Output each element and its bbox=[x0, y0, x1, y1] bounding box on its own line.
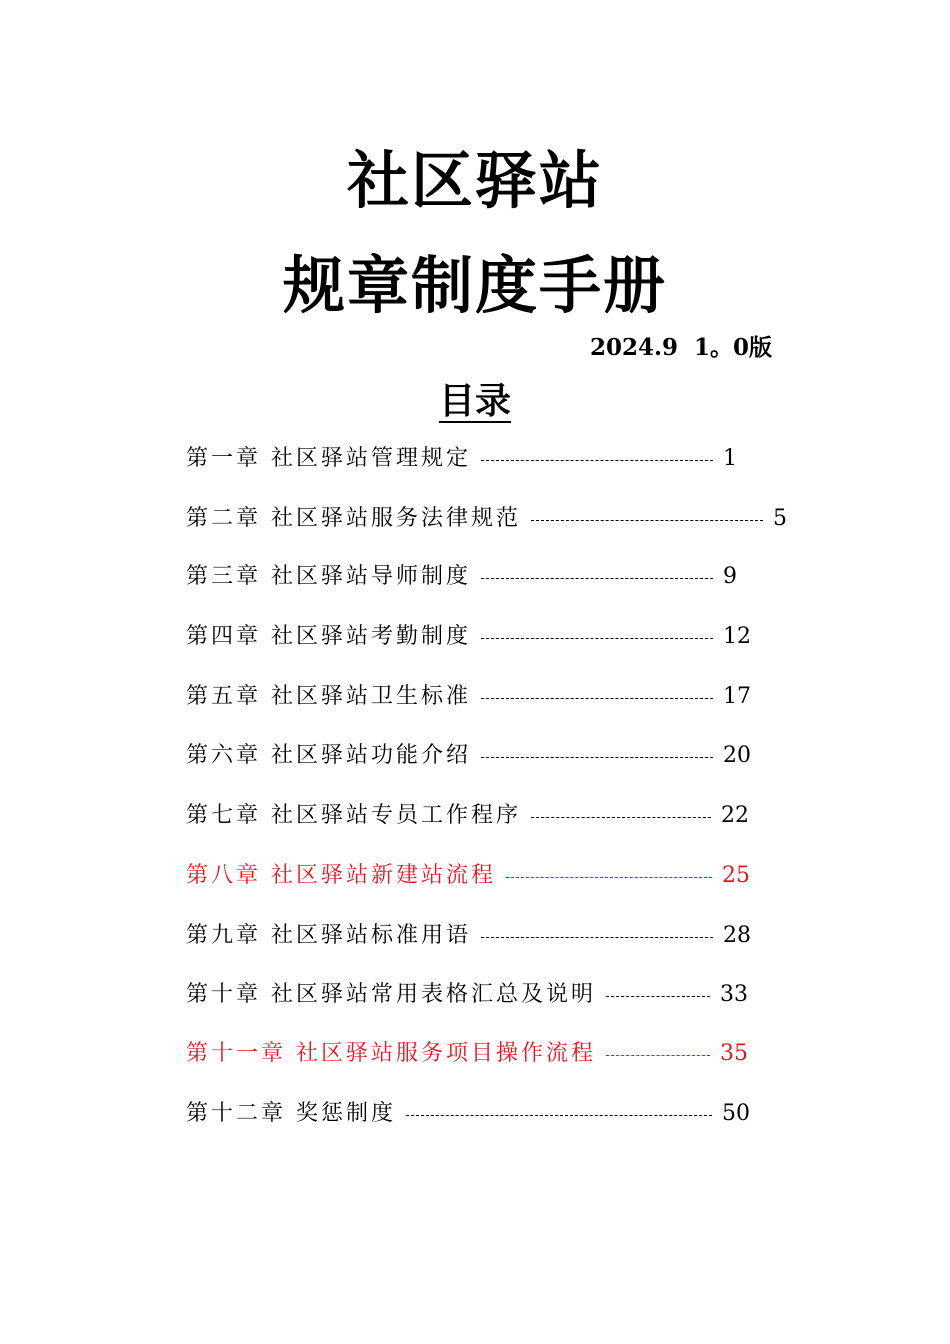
toc-entry-label: 第九章 社区驿站标准用语 bbox=[186, 923, 471, 948]
document-title-line2: 规章制度手册 bbox=[282, 249, 667, 322]
toc-leader-dots bbox=[481, 937, 713, 938]
toc-leader-dots bbox=[481, 638, 713, 639]
toc-entry-page: 35 bbox=[720, 1041, 748, 1066]
document-title-line1: 社区驿站 bbox=[346, 144, 603, 217]
toc-entry-page: 33 bbox=[720, 982, 748, 1007]
toc-entry-3[interactable] bbox=[186, 561, 737, 593]
toc-entry-page: 1 bbox=[723, 446, 737, 471]
toc-entry-label: 第五章 社区驿站卫生标准 bbox=[186, 684, 471, 709]
toc-entry-label: 第七章 社区驿站专员工作程序 bbox=[186, 803, 521, 828]
toc-entry-6[interactable] bbox=[186, 740, 751, 772]
toc-leader-dots bbox=[481, 698, 713, 699]
toc-leader-dots bbox=[406, 1115, 712, 1116]
toc-entry-label: 第六章 社区驿站功能介绍 bbox=[186, 743, 471, 768]
toc-entry-8[interactable] bbox=[186, 860, 750, 892]
toc-entry-page: 20 bbox=[723, 743, 751, 768]
toc-entry-11[interactable] bbox=[186, 1038, 748, 1070]
toc-heading bbox=[0, 381, 950, 423]
toc-leader-dots bbox=[531, 520, 763, 521]
toc-entry-12[interactable] bbox=[186, 1098, 750, 1130]
toc-entry-page: 12 bbox=[723, 624, 751, 649]
toc-entry-page: 50 bbox=[722, 1101, 750, 1126]
toc-leader-dots bbox=[506, 877, 712, 878]
toc-entry-page: 5 bbox=[773, 506, 787, 531]
toc-entry-page: 17 bbox=[723, 684, 751, 709]
toc-leader-dots bbox=[531, 817, 711, 818]
toc-leader-dots bbox=[606, 1055, 710, 1056]
toc-leader-dots bbox=[481, 578, 713, 579]
toc-entry-label: 第八章 社区驿站新建站流程 bbox=[186, 863, 496, 888]
toc-entry-label: 第二章 社区驿站服务法律规范 bbox=[186, 506, 521, 531]
toc-entry-10[interactable] bbox=[186, 979, 748, 1011]
version-label: 2024.9 1。0版 bbox=[590, 334, 773, 361]
toc-entry-label: 第十一章 社区驿站服务项目操作流程 bbox=[186, 1041, 596, 1066]
toc-leader-dots bbox=[481, 460, 713, 461]
toc-leader-dots bbox=[481, 757, 713, 758]
toc-entry-page: 22 bbox=[721, 803, 749, 828]
toc-entry-4[interactable] bbox=[186, 621, 751, 653]
toc-entry-page: 25 bbox=[722, 863, 750, 888]
toc-entry-page: 9 bbox=[723, 564, 737, 589]
toc-leader-dots bbox=[606, 996, 710, 997]
toc-entry-label: 第四章 社区驿站考勤制度 bbox=[186, 624, 471, 649]
toc-entry-2[interactable] bbox=[186, 503, 787, 535]
toc-entry-9[interactable] bbox=[186, 920, 751, 952]
toc-entry-5[interactable] bbox=[186, 681, 751, 713]
toc-entry-label: 第三章 社区驿站导师制度 bbox=[186, 564, 471, 589]
toc-entry-page: 28 bbox=[723, 923, 751, 948]
toc-entry-7[interactable] bbox=[186, 800, 749, 832]
toc-entry-1[interactable] bbox=[186, 443, 737, 475]
toc-entry-label: 第一章 社区驿站管理规定 bbox=[186, 446, 471, 471]
toc-entry-label: 第十二章 奖惩制度 bbox=[186, 1101, 396, 1126]
toc-entry-label: 第十章 社区驿站常用表格汇总及说明 bbox=[186, 982, 596, 1007]
toc-heading-text: 目录 bbox=[438, 381, 511, 422]
